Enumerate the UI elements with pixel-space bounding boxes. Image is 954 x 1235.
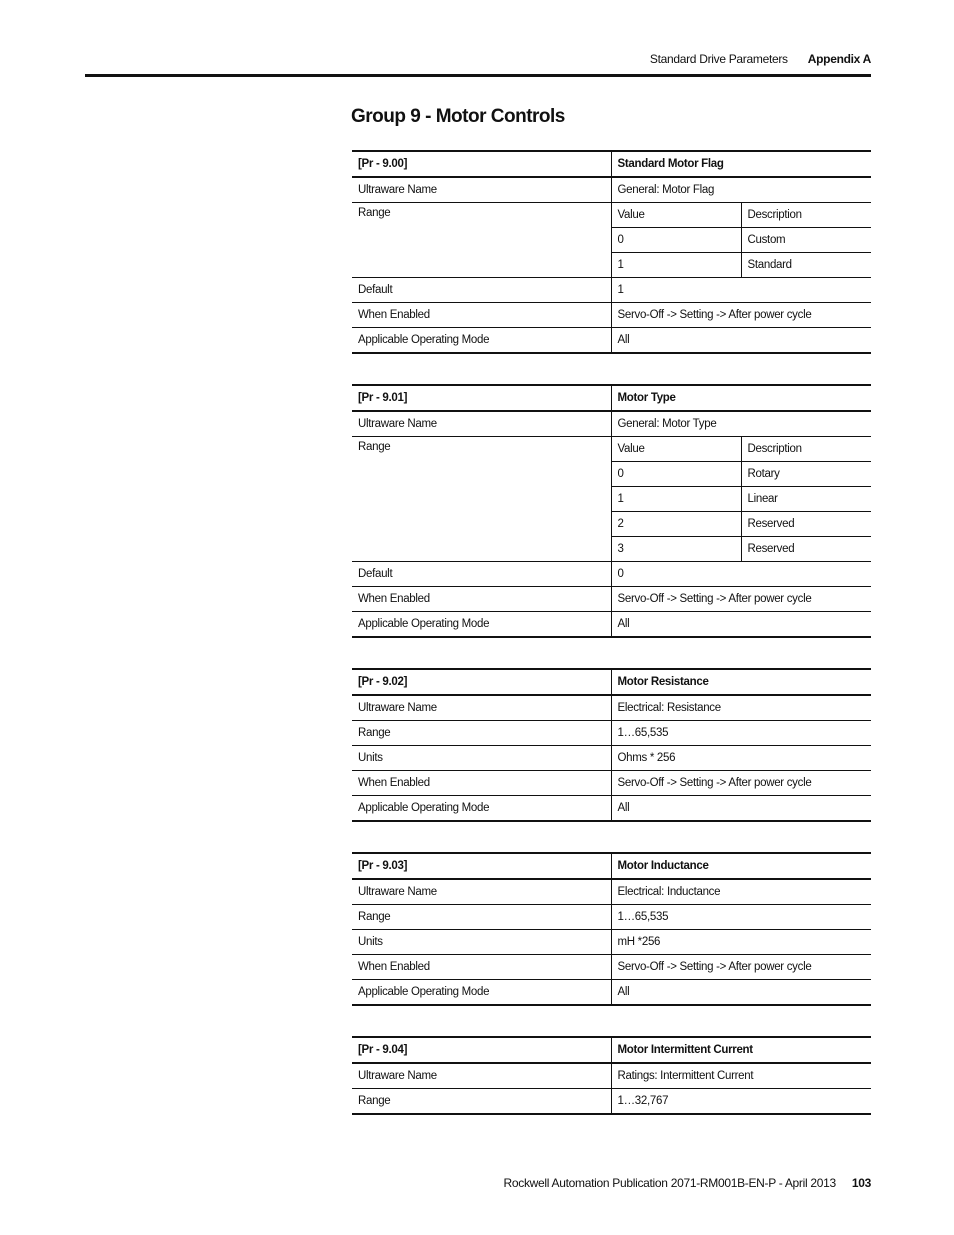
row-label: Ultraware Name [352, 695, 611, 721]
table-row [352, 721, 871, 746]
row-label: Range [352, 437, 611, 562]
range-value: 3 [611, 537, 741, 562]
header-appendix: Appendix A [807, 52, 871, 66]
row-label: Range [352, 203, 611, 278]
page-title: Group 9 - Motor Controls [351, 106, 565, 127]
param-id: [Pr - 9.00] [352, 151, 611, 177]
table-header-row [352, 385, 871, 411]
row-value: Servo-Off -> Setting -> After power cycle [611, 955, 871, 980]
running-footer [504, 1176, 871, 1190]
param-name: Motor Type [611, 385, 871, 411]
table-row [352, 930, 871, 955]
row-value: Electrical: Inductance [611, 879, 871, 905]
row-label: When Enabled [352, 303, 611, 328]
row-label: Ultraware Name [352, 1063, 611, 1089]
row-label: Applicable Operating Mode [352, 612, 611, 638]
range-header-value: Value [611, 203, 741, 228]
range-header-description: Description [741, 203, 871, 228]
param-name: Motor Resistance [611, 669, 871, 695]
table-row [352, 905, 871, 930]
table-row [352, 203, 871, 228]
table-row [352, 879, 871, 905]
row-value: Ratings: Intermittent Current [611, 1063, 871, 1089]
row-label: Applicable Operating Mode [352, 328, 611, 354]
param-table-9-00 [352, 150, 871, 354]
table-header-row [352, 151, 871, 177]
table-row [352, 771, 871, 796]
range-description: Rotary [741, 462, 871, 487]
range-value: 1 [611, 487, 741, 512]
range-header-value: Value [611, 437, 741, 462]
row-value: 0 [611, 562, 871, 587]
row-label: Units [352, 930, 611, 955]
table-row [352, 177, 871, 203]
param-name: Standard Motor Flag [611, 151, 871, 177]
range-header-description: Description [741, 437, 871, 462]
table-row [352, 746, 871, 771]
row-value: All [611, 796, 871, 822]
table-row [352, 612, 871, 638]
table-row [352, 587, 871, 612]
table-row [352, 1089, 871, 1115]
table-header-row [352, 853, 871, 879]
running-header [650, 52, 871, 66]
param-id: [Pr - 9.02] [352, 669, 611, 695]
row-value: Ohms * 256 [611, 746, 871, 771]
row-label: Default [352, 562, 611, 587]
param-id: [Pr - 9.03] [352, 853, 611, 879]
table-row [352, 562, 871, 587]
row-value: General: Motor Type [611, 411, 871, 437]
table-header-row [352, 669, 871, 695]
row-value: 1…65,535 [611, 721, 871, 746]
header-rule [85, 74, 871, 77]
param-table-9-04 [352, 1036, 871, 1115]
row-label: Applicable Operating Mode [352, 980, 611, 1006]
row-value: mH *256 [611, 930, 871, 955]
row-value: Servo-Off -> Setting -> After power cycle [611, 771, 871, 796]
range-value: 0 [611, 462, 741, 487]
param-table-9-03 [352, 852, 871, 1006]
header-section-title: Standard Drive Parameters [649, 52, 788, 66]
table-row [352, 411, 871, 437]
table-row [352, 796, 871, 822]
row-value: 1 [611, 278, 871, 303]
param-name: Motor Inductance [611, 853, 871, 879]
param-id: [Pr - 9.01] [352, 385, 611, 411]
row-label: When Enabled [352, 771, 611, 796]
range-description: Standard [741, 253, 871, 278]
range-description: Reserved [741, 537, 871, 562]
row-label: Ultraware Name [352, 177, 611, 203]
table-row [352, 1063, 871, 1089]
param-table-9-02 [352, 668, 871, 822]
footer-publication: Rockwell Automation Publication 2071-RM001B-EN-P - April 2013 [503, 1176, 836, 1190]
page-number: 103 [851, 1176, 871, 1190]
row-label: Range [352, 721, 611, 746]
range-description: Linear [741, 487, 871, 512]
row-label: Default [352, 278, 611, 303]
range-value: 2 [611, 512, 741, 537]
param-name: Motor Intermittent Current [611, 1037, 871, 1063]
range-value: 0 [611, 228, 741, 253]
row-label: Range [352, 905, 611, 930]
row-value: Servo-Off -> Setting -> After power cycle [611, 303, 871, 328]
row-label: Ultraware Name [352, 411, 611, 437]
row-label: Units [352, 746, 611, 771]
range-value: 1 [611, 253, 741, 278]
row-label: Range [352, 1089, 611, 1115]
row-value: Servo-Off -> Setting -> After power cycle [611, 587, 871, 612]
row-value: 1…65,535 [611, 905, 871, 930]
param-table-9-01 [352, 384, 871, 638]
row-value: General: Motor Flag [611, 177, 871, 203]
table-header-row [352, 1037, 871, 1063]
range-description: Reserved [741, 512, 871, 537]
param-id: [Pr - 9.04] [352, 1037, 611, 1063]
row-value: Electrical: Resistance [611, 695, 871, 721]
table-row [352, 980, 871, 1006]
row-value: 1…32,767 [611, 1089, 871, 1115]
table-row [352, 437, 871, 462]
table-row [352, 695, 871, 721]
row-label: Ultraware Name [352, 879, 611, 905]
row-label: When Enabled [352, 587, 611, 612]
table-row [352, 278, 871, 303]
table-row [352, 328, 871, 354]
row-value: All [611, 612, 871, 638]
row-label: When Enabled [352, 955, 611, 980]
table-row [352, 955, 871, 980]
range-description: Custom [741, 228, 871, 253]
row-value: All [611, 980, 871, 1006]
row-value: All [611, 328, 871, 354]
row-label: Applicable Operating Mode [352, 796, 611, 822]
table-row [352, 303, 871, 328]
